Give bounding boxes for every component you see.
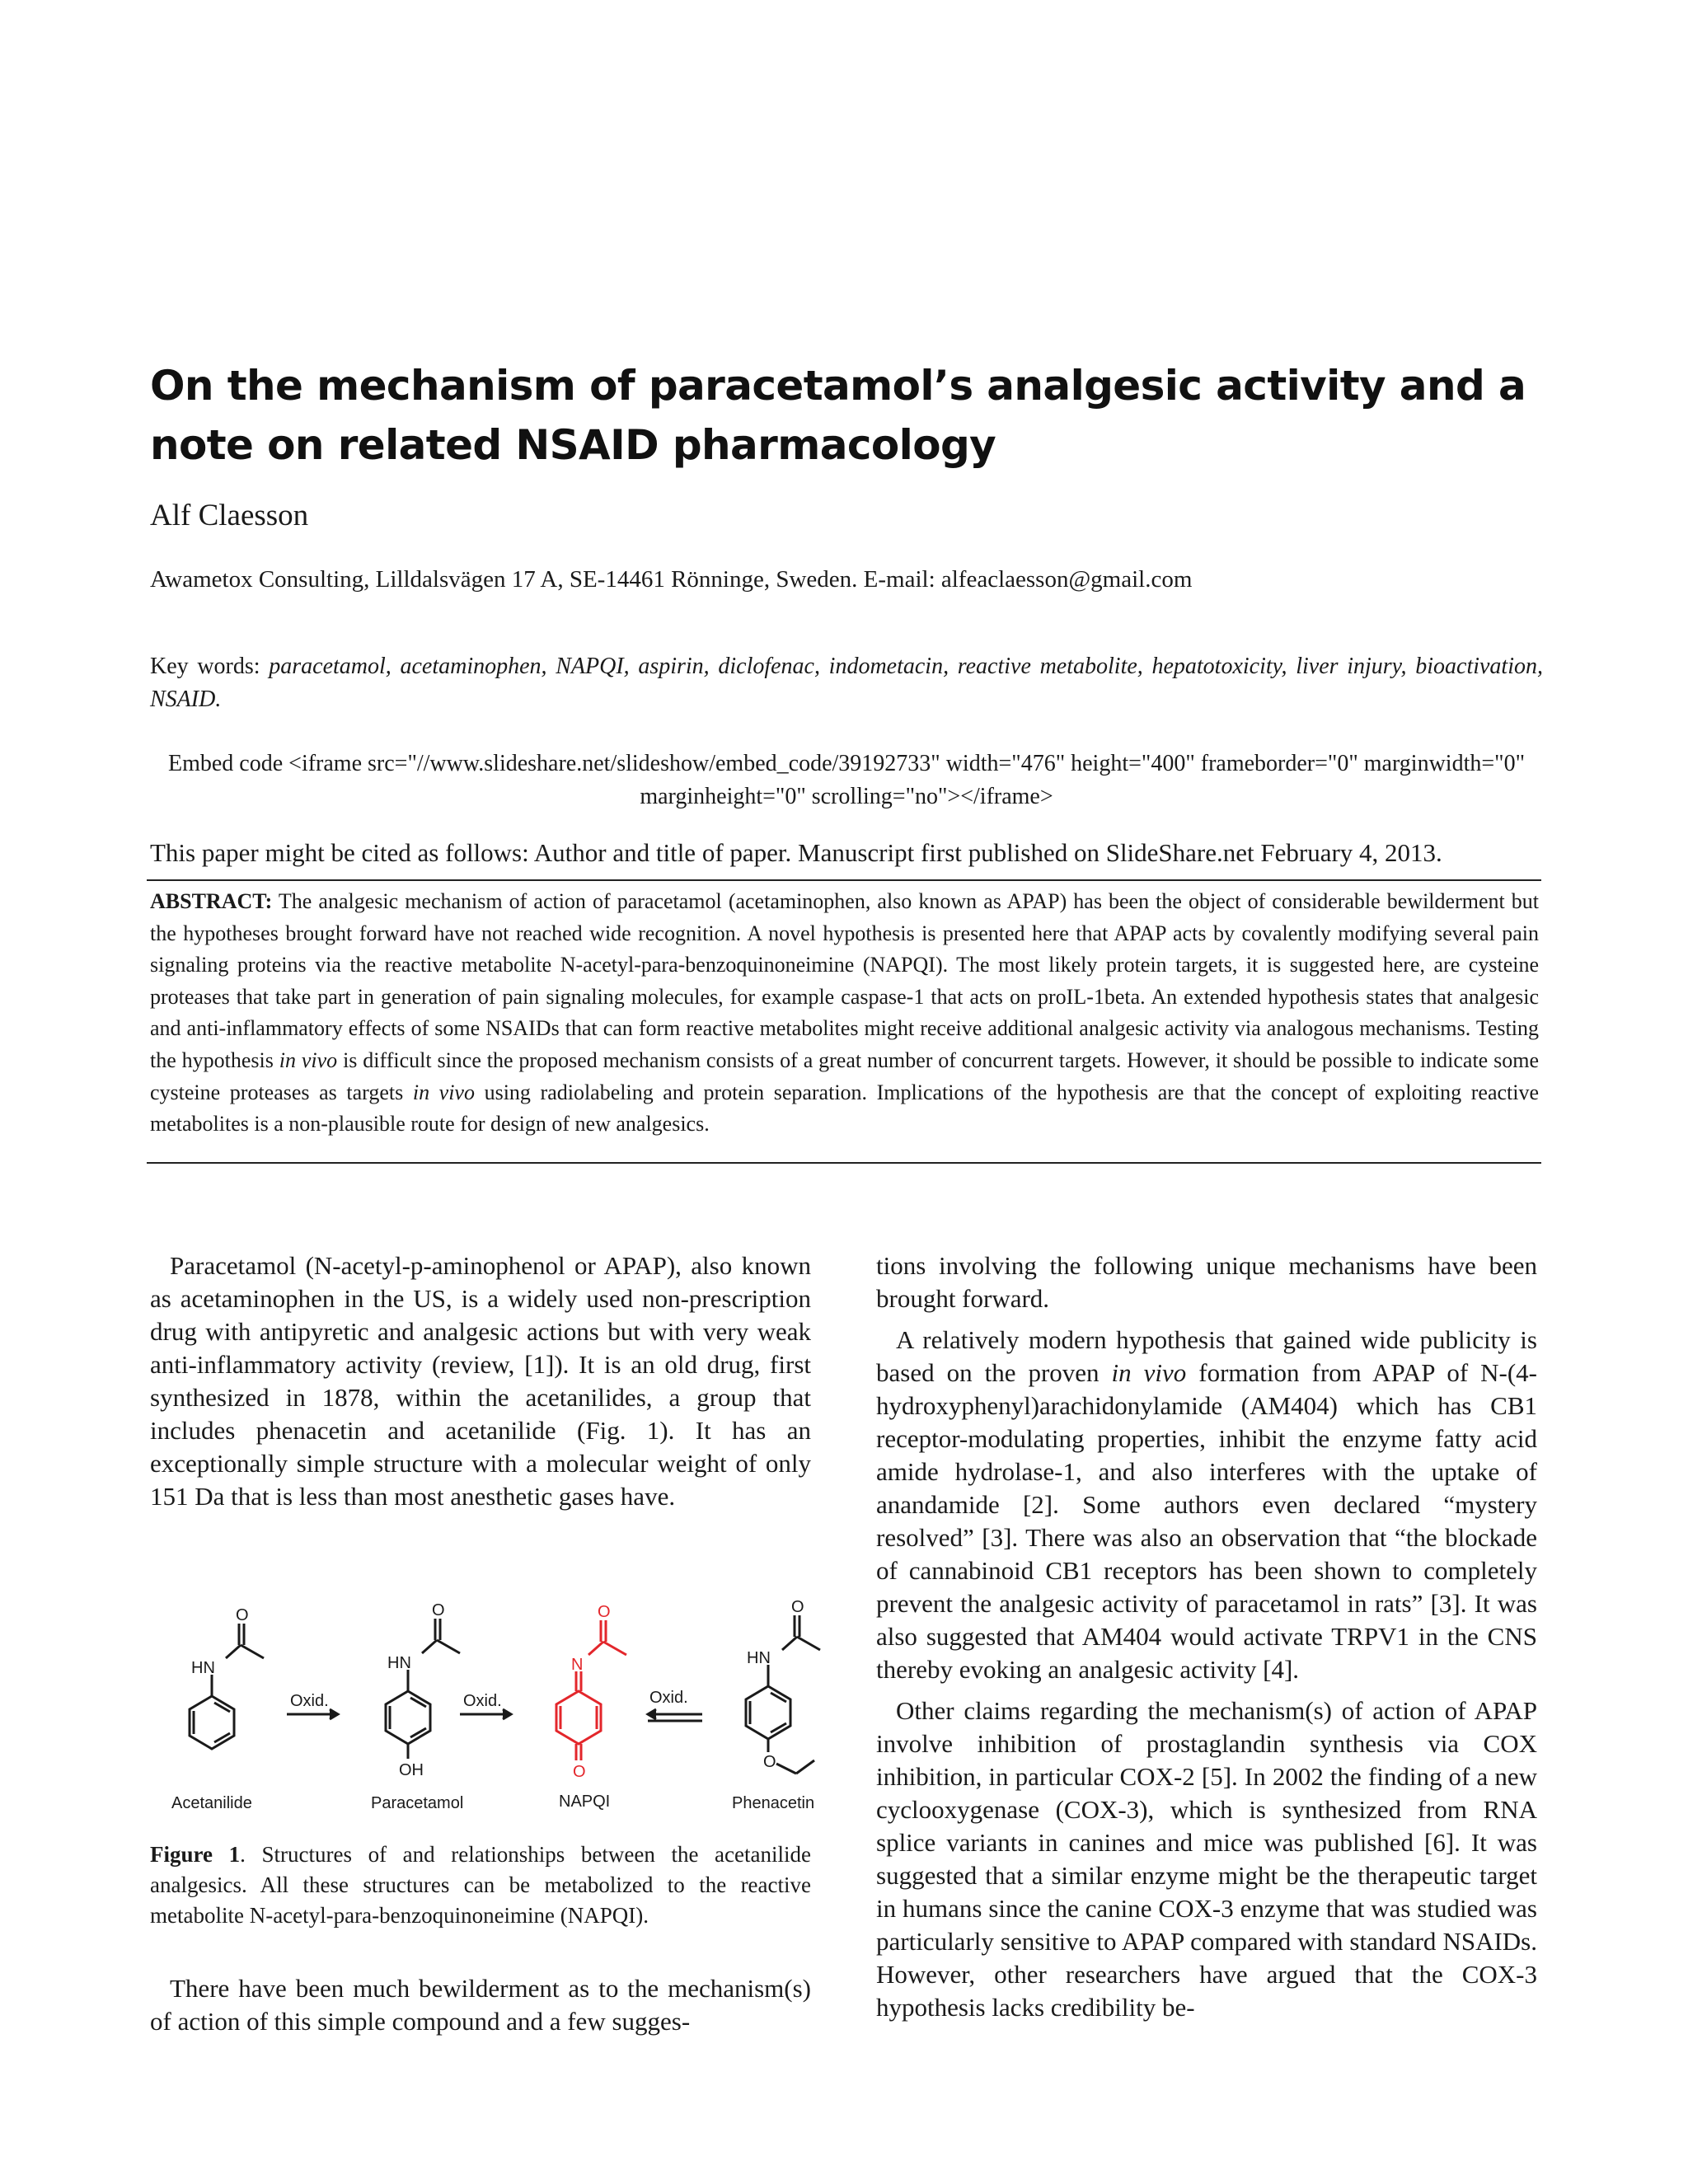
figure-1-caption [150, 1840, 811, 1931]
paracetamol-oh: OH [399, 1761, 424, 1779]
right-p2-italic: in vivo [1111, 1358, 1187, 1387]
label-napqi: NAPQI [559, 1793, 611, 1811]
right-column [876, 1249, 1537, 2024]
bewilderment-paragraph: There have been much bewilderment as to the mechanism(s) of action of this simple compound and a few sugges- [150, 1974, 811, 2036]
acetanilide-nh: HN [191, 1659, 215, 1677]
right-p2-text-a: A relatively modern hypothesis that gained wide publicity is based on the proven [876, 1325, 1537, 1387]
right-p2-text-b: formation from APAP of N-(4-hydroxyphenyl)arachidonylamide (AM404) which has CB1 receptor-modulating properties, inhibit the enzyme fatty acid amide hydrolase-1, and also interferes with the uptake of anandamide [2]. Some authors even declared “mystery resolved” [3]. There was also an observation that “the blockade of cannabinoid CB1 receptors has been shown to completely prevent the analgesic activity of paracetamol in rats” [3]. It was also suggested that AM404 would activate TRPV1 in the CNS thereby evoking an analgesic activity [4]. [876, 1358, 1537, 1684]
abstract-top-rule [147, 879, 1541, 881]
label-paracetamol: Paracetamol [371, 1794, 464, 1812]
left-column-continued [150, 1972, 811, 2038]
acetanilide-structure [190, 1624, 264, 1749]
phenacetin-structure [746, 1615, 820, 1774]
oxid-label-3: Oxid. [649, 1689, 688, 1707]
figure-caption-text: . Structures of and relationships between the acetanilide analgesics. All these structures can be metabolized to the reactive metabolite N-acetyl-para-benzoquinoneimine (NAPQI). [150, 1842, 811, 1928]
acetanilide-oxygen: O [236, 1606, 249, 1624]
phenacetin-ether-oxygen: O [763, 1753, 776, 1771]
abstract-italic-2: in vivo [412, 1080, 475, 1104]
author-affiliation: Awametox Consulting, Lilldalsvägen 17 A, SE-14461 Rönninge, Sweden. E-mail: alfeaclaesson@gmail.com [150, 566, 1193, 593]
napqi-quinone-oxygen: O [573, 1763, 586, 1781]
oxid-label-1: Oxid. [290, 1692, 329, 1710]
abstract-label: ABSTRACT: [150, 889, 273, 913]
figure-1-structures [150, 1582, 834, 1813]
label-phenacetin: Phenacetin [732, 1794, 815, 1812]
abstract-text-2: is difficult since the proposed mechanism consists of a great number of concurrent targets. However, it should be possible to indicate some cysteine proteases as targets [150, 1047, 1539, 1104]
paper-title: On the mechanism of paracetamol’s analgesic activity and a note on related NSAID pharmacology [150, 362, 1526, 469]
label-acetanilide: Acetanilide [171, 1794, 252, 1812]
phenacetin-nh: HN [747, 1649, 771, 1667]
author-name: Alf Claesson [150, 499, 309, 532]
abstract-italic-1: in vivo [279, 1047, 338, 1072]
phenacetin-oxygen: O [791, 1598, 804, 1616]
abstract-text-1: The analgesic mechanism of action of paracetamol (acetaminophen, also known as APAP) has been the object of considerable bewilderment but the hypotheses brought forward have not reached wide recognition. A novel hypothesis is presented here that APAP acts by covalently modifying several pain signaling proteins via the reactive metabolite N-acetyl-para-benzoquinoneimine (NAPQI). The most likely protein targets, it is suggested here, are cysteine proteases that take part in generation of pain signaling molecules, for example caspase-1 that acts on proIL-1beta. An extended hypothesis states that analgesic and anti-inflammatory effects of some NSAIDs that can form reactive metabolites might receive additional analgesic activity via analogous mechanisms. Testing the hypothesis [150, 889, 1539, 1072]
abstract-bottom-rule [147, 1162, 1541, 1164]
reaction-arrows [287, 1709, 702, 1721]
figure-caption-label: Figure 1 [150, 1842, 241, 1867]
citation-note: This paper might be cited as follows: Author and title of paper. Manuscript first published on SlideShare.net February 4, 2013. [150, 838, 1442, 867]
napqi-oxygen: O [598, 1603, 611, 1621]
oxid-label-2: Oxid. [463, 1692, 502, 1710]
left-column-intro [150, 1249, 811, 1513]
intro-paragraph: Paracetamol (N-acetyl-p-aminophenol or APAP), also known as acetaminophen in the US, is a widely used non-prescription drug with antipyretic and analgesic actions but with very weak anti-inflammatory activity (review, [1]). It is an old drug, first synthesized in 1878, within the acetanilides, a group that includes phenacetin and acetanilide (Fig. 1). It has an exceptionally simple structure with a molecular weight of only 151 Da that is less than most anesthetic gases have. [150, 1251, 811, 1511]
napqi-structure [556, 1620, 626, 1760]
right-paragraph-2 [876, 1324, 1537, 1686]
paracetamol-structure [386, 1619, 460, 1759]
abstract [150, 886, 1539, 1141]
keywords [150, 650, 1543, 716]
keywords-label: Key words: [150, 654, 270, 679]
right-paragraph-1: tions involving the following unique mechanisms have been brought forward. [876, 1251, 1537, 1313]
napqi-nitrogen: N [571, 1656, 584, 1674]
paracetamol-oxygen: O [432, 1601, 445, 1619]
keywords-list: paracetamol, acetaminophen, NAPQI, aspirin, diclofenac, indometacin, reactive metabolite, hepatotoxicity, liver injury, bioactivation, NSAID. [150, 654, 1543, 712]
paracetamol-nh: HN [387, 1654, 411, 1672]
right-paragraph-3: Other claims regarding the mechanism(s) of action of APAP involve inhibition of prostaglandin synthesis via COX inhibition, in particular COX-2 [5]. In 2002 the finding of a new cyclooxygenase (COX-3), which is synthesized from RNA splice variants in canines and mice was published [6]. It was suggested that a similar enzyme might be the therapeutic target in humans since the canine COX-3 enzyme that was studied was particularly sensitive to APAP compared with standard NSAIDs. However, other researchers have argued that the COX-3 hypothesis lacks credibility be- [876, 1696, 1537, 2022]
abstract-text-3: using radiolabeling and protein separation. Implications of the hypothesis are that the concept of exploiting reactive metabolites is a non-plausible route for design of new analgesics. [150, 1080, 1540, 1137]
embed-code: Embed code <iframe src="//www.slideshare.net/slideshow/embed_code/39192733" width="476" height="400" frameborder="0" marginwidth="0" marginheight="0" scrolling="no"></iframe> [167, 751, 1526, 809]
